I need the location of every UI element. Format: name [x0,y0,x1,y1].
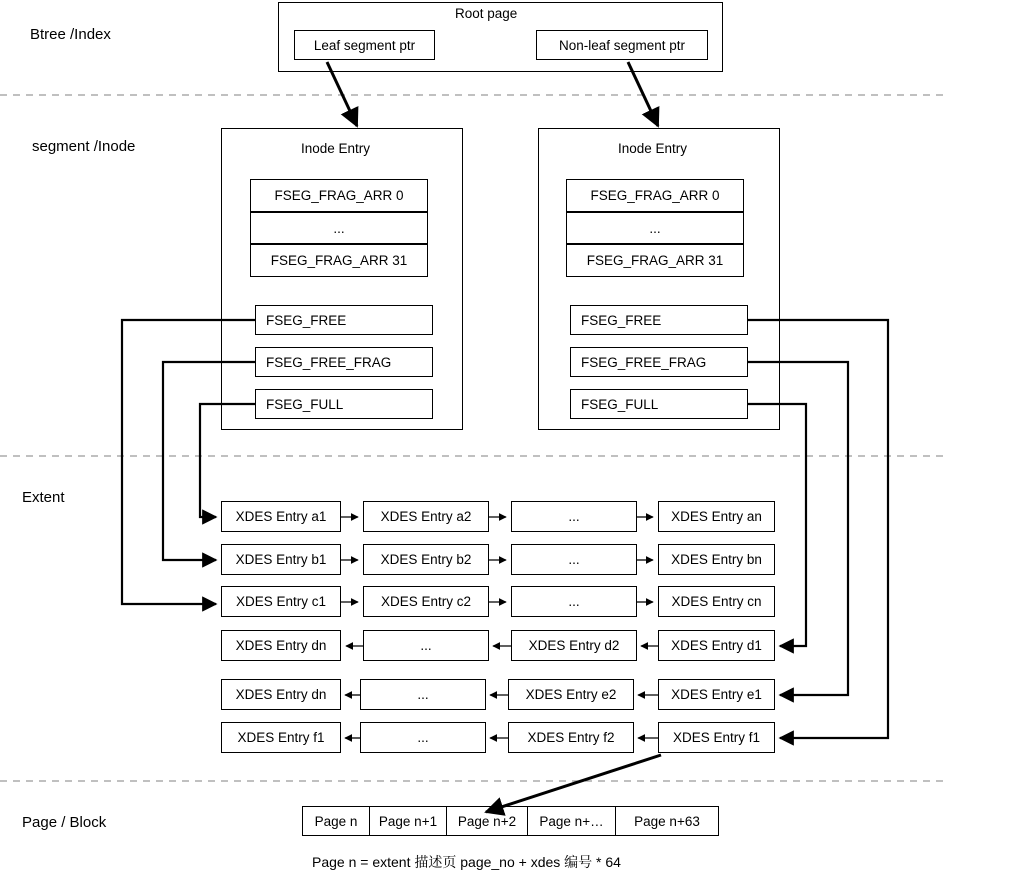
xdes-entry-e1[interactable]: XDES Entry e1 [658,679,775,710]
xdes-entry-b-ellipsis[interactable]: ... [511,544,637,575]
xdes-entry-a1[interactable]: XDES Entry a1 [221,501,341,532]
xdes-entry-d2[interactable]: XDES Entry d2 [511,630,637,661]
xdes-entry-f-ellipsis[interactable]: ... [360,722,486,753]
inode-left-frag-arr-31[interactable]: FSEG_FRAG_ARR 31 [250,244,428,277]
layer-label-btree: Btree /Index [30,26,111,43]
page-cell-2[interactable]: Page n+2 [446,806,528,836]
arrow-xdes-to-pages [486,755,661,812]
xdes-entry-c-ellipsis[interactable]: ... [511,586,637,617]
xdes-entry-d-ellipsis[interactable]: ... [363,630,489,661]
xdes-entry-b1[interactable]: XDES Entry b1 [221,544,341,575]
xdes-entry-cn[interactable]: XDES Entry cn [658,586,775,617]
layer-label-page: Page / Block [22,814,107,831]
inode-right-frag-arr-0[interactable]: FSEG_FRAG_ARR 0 [566,179,744,212]
xdes-entry-f2[interactable]: XDES Entry f2 [508,722,634,753]
xdes-entry-d1[interactable]: XDES Entry d1 [658,630,775,661]
xdes-entry-f1-left[interactable]: XDES Entry f1 [221,722,341,753]
page-cell-3[interactable]: Page n+… [527,806,616,836]
inode-left-fseg-full[interactable]: FSEG_FULL [255,389,433,419]
page-cell-0[interactable]: Page n [302,806,370,836]
xdes-entry-f1-right[interactable]: XDES Entry f1 [658,722,775,753]
page-cell-4[interactable]: Page n+63 [615,806,719,836]
leaf-segment-ptr-box[interactable]: Leaf segment ptr [294,30,435,60]
inode-right-frag-arr-31[interactable]: FSEG_FRAG_ARR 31 [566,244,744,277]
layer-label-extent: Extent [22,489,65,506]
inode-entry-right-title: Inode Entry [618,141,688,156]
inode-right-fseg-full[interactable]: FSEG_FULL [570,389,748,419]
xdes-entry-c1[interactable]: XDES Entry c1 [221,586,341,617]
xdes-entry-b2[interactable]: XDES Entry b2 [363,544,489,575]
inode-entry-right-container [538,128,780,430]
formula-caption: Page n = extent 描述页 page_no + xdes 编号 * 64 [312,854,621,870]
xdes-entry-bn[interactable]: XDES Entry bn [658,544,775,575]
xdes-entry-c2[interactable]: XDES Entry c2 [363,586,489,617]
xdes-entry-e-ellipsis[interactable]: ... [360,679,486,710]
inode-entry-left-title: Inode Entry [301,141,371,156]
inode-right-fseg-free[interactable]: FSEG_FREE [570,305,748,335]
inode-left-frag-arr-0[interactable]: FSEG_FRAG_ARR 0 [250,179,428,212]
xdes-entry-a-ellipsis[interactable]: ... [511,501,637,532]
layer-label-segment: segment /Inode [32,138,136,155]
xdes-entry-en-start[interactable]: XDES Entry dn [221,679,341,710]
inode-right-frag-arr-ellipsis[interactable]: ... [566,212,744,244]
xdes-entry-dn[interactable]: XDES Entry dn [221,630,341,661]
xdes-entry-e2[interactable]: XDES Entry e2 [508,679,634,710]
inode-left-fseg-free-frag[interactable]: FSEG_FREE_FRAG [255,347,433,377]
xdes-entry-an[interactable]: XDES Entry an [658,501,775,532]
inode-left-fseg-free[interactable]: FSEG_FREE [255,305,433,335]
inode-left-frag-arr-ellipsis[interactable]: ... [250,212,428,244]
inode-entry-left-container [221,128,463,430]
page-cell-1[interactable]: Page n+1 [369,806,447,836]
nonleaf-segment-ptr-box[interactable]: Non-leaf segment ptr [536,30,708,60]
inode-right-fseg-free-frag[interactable]: FSEG_FREE_FRAG [570,347,748,377]
xdes-entry-a2[interactable]: XDES Entry a2 [363,501,489,532]
root-page-title: Root page [455,6,518,21]
